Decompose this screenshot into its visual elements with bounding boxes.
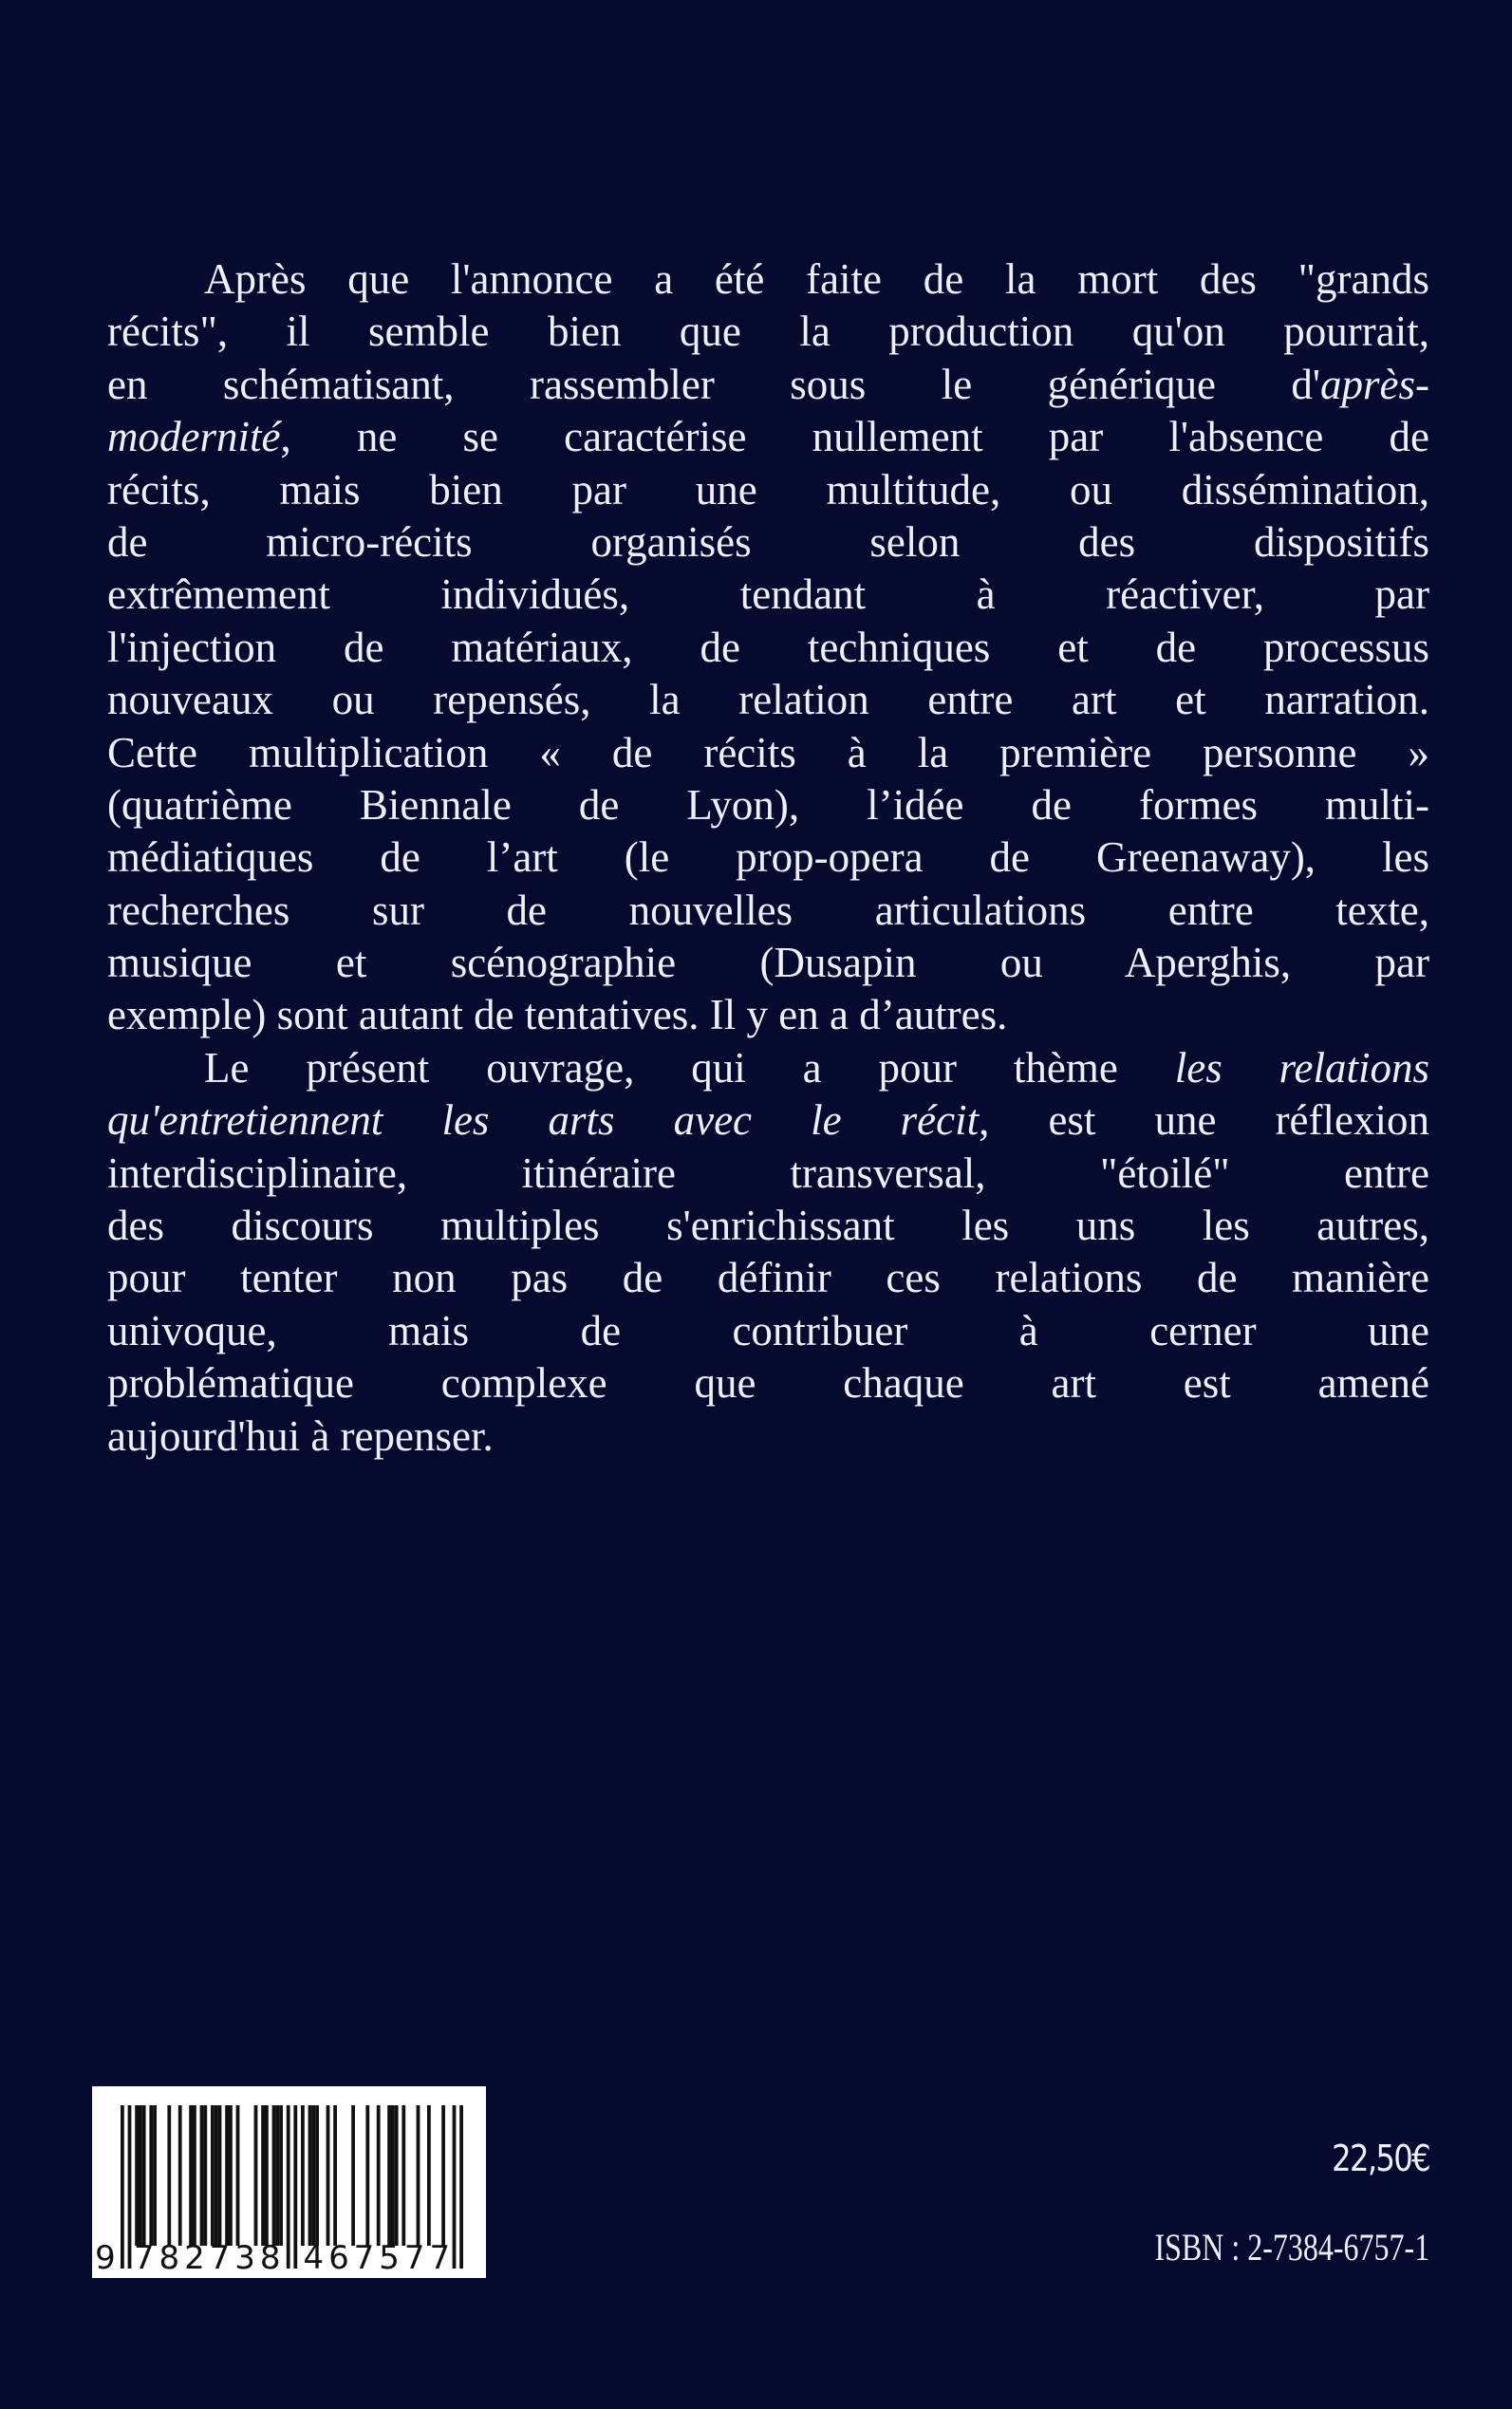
text-segment: Le présent ouvrage, qui a pour thème <box>204 1043 1175 1092</box>
barcode-bar <box>203 2105 207 2246</box>
barcode-bar <box>178 2105 182 2246</box>
barcode-bar <box>315 2105 319 2246</box>
italic-text: les relations <box>1174 1043 1429 1092</box>
italic-text: qu'entretiennent les arts avec le récit <box>107 1096 980 1145</box>
text-line <box>107 516 1429 569</box>
text-segment: , ne se caractérise nullement par l'absence de <box>280 413 1429 461</box>
text-line <box>107 885 1429 937</box>
barcode-digit: 9 <box>95 2239 116 2277</box>
barcode-bar <box>351 2105 355 2246</box>
barcode-bar <box>211 2105 215 2246</box>
barcode-bar <box>193 2105 196 2246</box>
price: 22,50€ <box>1332 2138 1429 2179</box>
italic-text: modernité <box>107 413 281 461</box>
barcode-digit: 8 <box>259 2239 281 2277</box>
blurb-text <box>107 253 1429 1463</box>
text-line <box>107 1148 1429 1200</box>
barcode-digit: 7 <box>353 2239 375 2277</box>
text-line <box>107 1305 1429 1357</box>
text-line <box>107 411 1429 463</box>
barcode-bar <box>453 2105 457 2269</box>
text-segment: Après que l'annonce a été faite de la mort des "grands <box>204 255 1429 303</box>
text-line <box>107 937 1429 989</box>
barcode-bar <box>215 2105 218 2246</box>
barcode-bar <box>427 2105 431 2246</box>
barcode-bar <box>301 2105 305 2246</box>
barcode-digit: 8 <box>159 2239 180 2277</box>
barcode-graphic <box>92 2086 486 2278</box>
text-segment: extrêmement individués, tendant à réactiver, par <box>107 570 1429 619</box>
text-segment: aujourd'hui à repenser. <box>107 1411 494 1460</box>
text-line <box>107 1094 1429 1147</box>
text-line <box>107 1410 1429 1463</box>
barcode-bar <box>189 2105 193 2246</box>
text-segment: musique et scénographie (Dusapin ou Aperghis, par <box>107 939 1429 987</box>
text-line <box>107 306 1429 358</box>
barcode-bar <box>441 2105 445 2246</box>
barcode-bar <box>387 2105 391 2246</box>
barcode-bar <box>275 2105 279 2246</box>
barcode-bar <box>149 2105 153 2246</box>
barcode-bar <box>167 2105 171 2246</box>
text-segment: des discours multiples s'enrichissant les uns les autres, <box>107 1202 1429 1250</box>
barcode-bar <box>229 2105 233 2246</box>
barcode-bar <box>333 2105 337 2246</box>
barcode-digit: 5 <box>379 2239 400 2277</box>
barcode-digit: 2 <box>184 2239 205 2277</box>
text-segment: en schématisant, rassembler sous le générique d' <box>107 360 1321 408</box>
barcode-bar <box>261 2105 265 2246</box>
barcode-digit: 4 <box>303 2239 325 2277</box>
barcode-bar <box>417 2105 420 2246</box>
text-line <box>107 464 1429 516</box>
text-line <box>107 1042 1429 1094</box>
text-line <box>107 831 1429 884</box>
barcode-bar <box>401 2105 405 2246</box>
barcode-bar <box>128 2105 132 2269</box>
text-segment: , est une réflexion <box>979 1096 1429 1145</box>
barcode-bar <box>153 2105 157 2246</box>
text-segment: médiatiques de l’art (le prop-opera de Greenaway), les <box>107 833 1429 882</box>
barcode-bar <box>142 2105 146 2246</box>
barcode-digit: 7 <box>429 2239 451 2277</box>
barcode-bar <box>225 2105 229 2246</box>
barcode-bar <box>377 2105 381 2246</box>
barcode-bar <box>327 2105 330 2246</box>
text-line <box>107 779 1429 831</box>
barcode-bar <box>236 2105 240 2246</box>
text-segment: recherches sur de nouvelles articulations entre texte, <box>107 886 1429 934</box>
text-line <box>107 1357 1429 1410</box>
barcode-bar <box>265 2105 269 2246</box>
text-segment: interdisciplinaire, itinéraire transversal, "étoilé" entre <box>107 1148 1429 1197</box>
text-segment: récits", il semble bien que la production qu'on pourrait, <box>107 308 1429 356</box>
text-line <box>107 989 1429 1041</box>
text-line <box>107 1200 1429 1252</box>
barcode-bar <box>391 2105 395 2246</box>
barcode-bar <box>293 2105 297 2269</box>
barcode-bar <box>459 2105 463 2269</box>
text-segment: exemple) sont autant de tentatives. Il y en a d’autres. <box>107 991 1008 1039</box>
text-line <box>107 622 1429 674</box>
text-segment: de micro-récits organisés selon des dispositifs <box>107 517 1429 566</box>
barcode <box>92 2086 486 2278</box>
barcode-digit: 3 <box>234 2239 255 2277</box>
barcode-bar <box>279 2105 283 2246</box>
barcode-bar <box>287 2105 290 2269</box>
barcode-digit: 6 <box>328 2239 349 2277</box>
text-segment: problématique complexe que chaque art est amené <box>107 1359 1429 1408</box>
text-segment: récits, mais bien par une multitude, ou dissémination, <box>107 465 1429 514</box>
barcode-bar <box>311 2105 315 2246</box>
text-segment: l'injection de matériaux, de techniques et de processus <box>107 623 1429 671</box>
barcode-digit: 7 <box>209 2239 231 2277</box>
text-line <box>107 569 1429 621</box>
italic-text: après- <box>1320 360 1429 408</box>
barcode-bar <box>200 2105 204 2246</box>
barcode-bar <box>365 2105 369 2246</box>
barcode-bar <box>121 2105 124 2269</box>
barcode-digit: 7 <box>403 2239 425 2277</box>
text-line <box>107 359 1429 411</box>
barcode-bar <box>395 2105 399 2246</box>
text-segment: Cette multiplication « de récits à la première personne » <box>107 728 1429 776</box>
barcode-bar <box>308 2105 312 2246</box>
barcode-bar <box>272 2105 276 2246</box>
text-segment: pour tenter non pas de définir ces relations de manière <box>107 1254 1429 1302</box>
text-line <box>107 674 1429 726</box>
text-line <box>107 253 1429 306</box>
text-segment: univoque, mais de contribuer à cerner une <box>107 1306 1429 1354</box>
text-segment: nouveaux ou repensés, la relation entre art et narration. <box>107 676 1429 724</box>
text-line <box>107 1252 1429 1304</box>
barcode-digit: 7 <box>133 2239 155 2277</box>
barcode-bar <box>135 2105 139 2246</box>
barcode-bar <box>218 2105 222 2246</box>
text-line <box>107 727 1429 779</box>
text-segment: (quatrième Biennale de Lyon), l’idée de formes multi- <box>107 780 1429 829</box>
barcode-bar <box>254 2105 258 2246</box>
barcode-bar <box>139 2105 142 2246</box>
isbn: ISBN : 2-7384-6757-1 <box>1154 2226 1429 2269</box>
